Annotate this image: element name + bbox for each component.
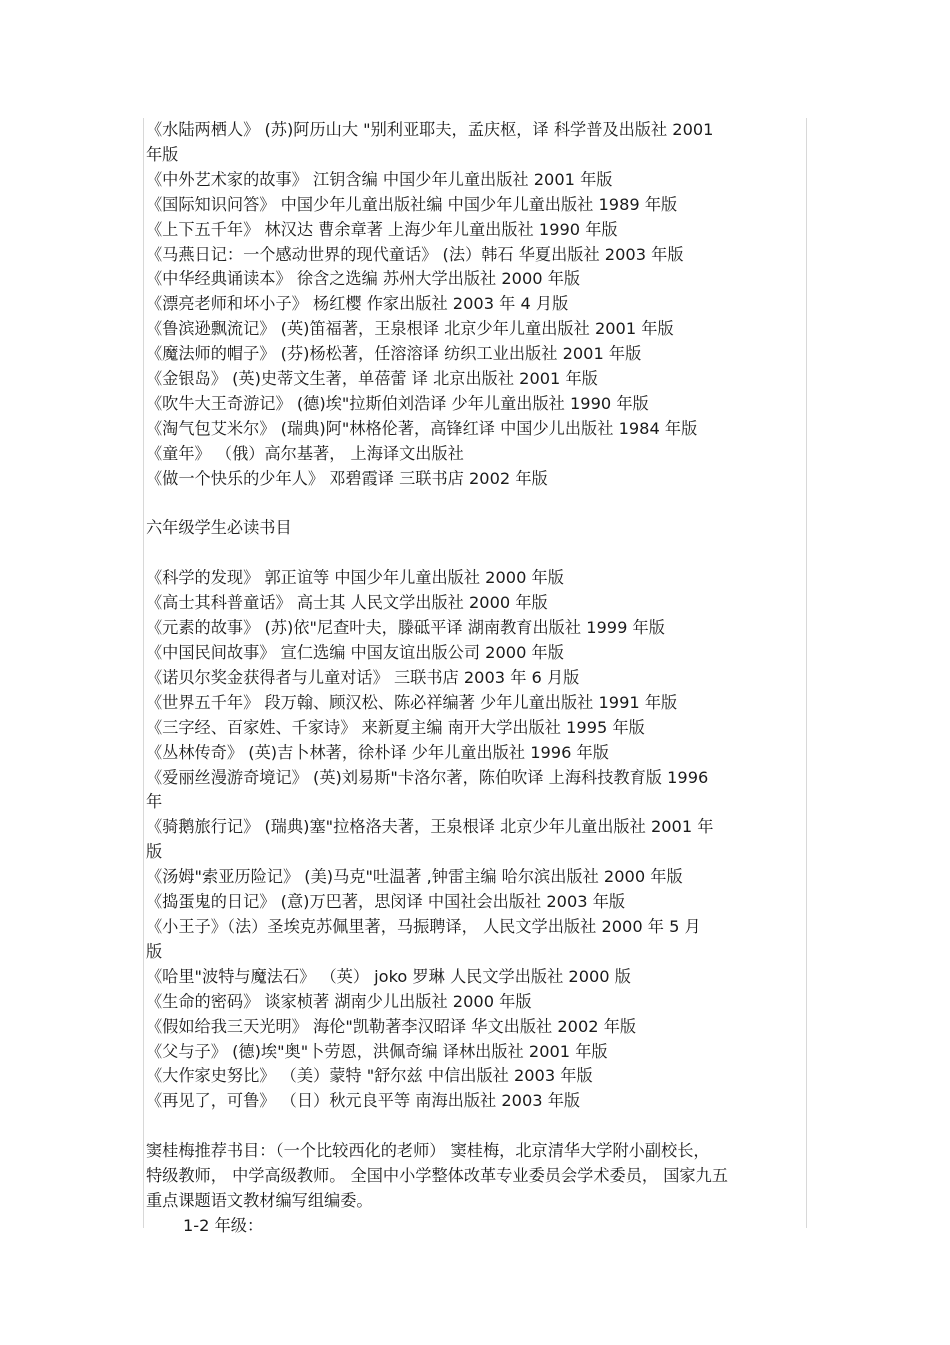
book-entry: 《大作家史努比》 （美）蒙特 "舒尔兹 中信出版社 2003 年版 xyxy=(146,1066,593,1086)
book-entry: 《诺贝尔奖金获得者与儿童对话》 三联书店 2003 年 6 月版 xyxy=(146,667,580,687)
book-entry: 《生命的密码》 谈家桢著 湖南少儿出版社 2000 年版 xyxy=(146,991,532,1011)
right-margin-rule xyxy=(806,118,807,1228)
book-entry: 《科学的发现》 郭正谊等 中国少年儿童出版社 2000 年版 xyxy=(146,568,564,588)
book-entry: 《吹牛大王奇游记》 (德)埃"拉斯伯刘浩译 少年儿童出版社 1990 年版 xyxy=(146,393,649,413)
grade-level-heading: 1-2 年级： xyxy=(183,1215,264,1235)
book-entry: 《三字经、百家姓、千家诗》 来新夏主编 南开大学出版社 1995 年版 xyxy=(146,717,645,737)
book-entry: 《中国民间故事》 宣仁选编 中国友谊出版公司 2000 年版 xyxy=(146,643,564,662)
intro-line: 特级教师， 中学高级教师。 全国中小学整体改革专业委员会学术委员， 国家九五 xyxy=(146,1166,728,1186)
book-entry: 《世界五千年》 段万翰、顾汉松、陈必祥编著 少年儿童出版社 1991 年版 xyxy=(146,692,678,712)
book-entry: 《马燕日记：一个感动世界的现代童话》 (法）韩石 华夏出版社 2003 年版 xyxy=(146,244,684,264)
book-entry: 《假如给我三天光明》 海伦"凯勒著李汉昭译 华文出版社 2002 年版 xyxy=(146,1016,637,1036)
book-list-continued xyxy=(146,118,806,492)
document-content xyxy=(146,118,806,1239)
book-entry: 《小王子》（法）圣埃克苏佩里著，马振聘译， 人民文学出版社 2000 年 5 月 xyxy=(146,916,701,936)
grade-six-book-list xyxy=(146,566,806,1114)
recommendation-intro xyxy=(146,1139,806,1214)
spacer xyxy=(146,1114,806,1139)
book-entry: 《魔法师的帽子》 (芬)杨松著，任溶溶译 纺织工业出版社 2001 年版 xyxy=(146,344,642,364)
book-entry: 《淘气包艾米尔》 (瑞典)阿"林格伦著，高锋红译 中国少儿出版社 1984 年版 xyxy=(146,418,698,438)
book-entry: 《高士其科普童话》 高士其 人民文学出版社 2000 年版 xyxy=(146,593,548,613)
intro-line: 窦桂梅推荐书目：（一个比较西化的老师） 窦桂梅，北京清华大学附小副校长， xyxy=(146,1141,710,1161)
book-entry: 《父与子》 (德)埃"奥"卜劳恩，洪佩奇编 译林出版社 2001 年版 xyxy=(146,1041,608,1061)
book-entry: 《水陆两栖人》 (苏)阿历山大 "别利亚耶夫，孟庆枢，译 科学普及出版社 2001 xyxy=(146,120,714,139)
book-entry: 《捣蛋鬼的日记》 (意)万巴著，思闵译 中国社会出版社 2003 年版 xyxy=(146,892,626,912)
book-entry: 《国际知识问答》 中国少年儿童出版社编 中国少年儿童出版社 1989 年版 xyxy=(146,194,678,214)
book-entry: 《哈里"波特与魔法石》 （英） joko 罗琳 人民文学出版社 2000 版 xyxy=(146,966,631,986)
book-entry: 《再见了，可鲁》 （日）秋元良平等 南海出版社 2003 年版 xyxy=(146,1091,581,1111)
book-entry: 《做一个快乐的少年人》 邓碧霞译 三联书店 2002 年版 xyxy=(146,468,548,488)
spacer xyxy=(146,492,806,517)
book-entry: 《童年》 （俄）高尔基著， 上海译文出版社 xyxy=(146,443,464,463)
book-entry: 《上下五千年》 林汉达 曹余章著 上海少年儿童出版社 1990 年版 xyxy=(146,219,618,239)
spacer xyxy=(146,541,806,566)
book-entry-wrap: 年 xyxy=(146,792,163,812)
book-entry: 《爱丽丝漫游奇境记》 (英)刘易斯"卡洛尔著，陈伯吹译 上海科技教育版 1996 xyxy=(146,767,709,787)
book-entry: 《中华经典诵读本》 徐含之选编 苏州大学出版社 2000 年版 xyxy=(146,269,581,289)
left-margin-rule xyxy=(143,118,144,1228)
book-entry: 《金银岛》 (英)史蒂文生著，单蓓蕾 译 北京出版社 2001 年版 xyxy=(146,369,598,389)
book-entry: 《鲁滨逊飘流记》 (英)笛福著，王泉根译 北京少年儿童出版社 2001 年版 xyxy=(146,319,674,339)
book-entry: 《汤姆"索亚历险记》 (美)马克"吐温著 ,钟雷主编 哈尔滨出版社 2000 年版 xyxy=(146,867,683,887)
book-entry: 《漂亮老师和坏小子》 杨红樱 作家出版社 2003 年 4 月版 xyxy=(146,294,569,314)
section-heading: 六年级学生必读书目 xyxy=(146,518,292,538)
intro-line: 重点课题语文教材编写组编委。 xyxy=(146,1190,373,1210)
book-entry: 《中外艺术家的故事》 江钥含编 中国少年儿童出版社 2001 年版 xyxy=(146,169,613,189)
book-entry: 《丛林传奇》 (英)吉卜林著，徐朴译 少年儿童出版社 1996 年版 xyxy=(146,742,609,762)
book-entry: 《元素的故事》 (苏)依"尼查叶夫，滕砥平译 湖南教育出版社 1999 年版 xyxy=(146,618,665,638)
book-entry: 《骑鹅旅行记》 (瑞典)塞"拉格洛夫著，王泉根译 北京少年儿童出版社 2001 年 xyxy=(146,817,714,837)
book-entry-wrap: 版 xyxy=(146,941,163,961)
book-entry-wrap: 年版 xyxy=(146,144,179,164)
book-entry-wrap: 版 xyxy=(146,842,163,862)
